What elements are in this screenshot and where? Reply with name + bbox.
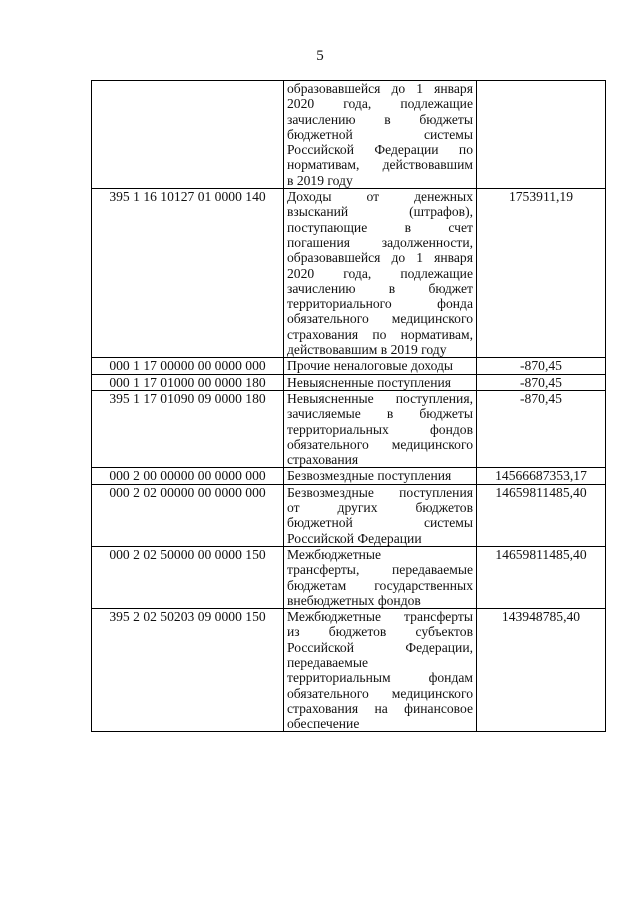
budget-code-cell: 395 2 02 50203 09 0000 150 [92,609,284,732]
revenue-name-line: страхования по нормативам, [287,326,473,342]
revenue-name-line: территориальных фондов [287,421,473,437]
revenue-name-line: бюджетной системы [287,515,473,531]
table-row [92,189,606,358]
budget-code-cell: 000 2 00 00000 00 0000 000 [92,468,284,484]
revenue-name-cell [284,390,477,467]
table-row [92,609,606,732]
revenue-name-line: Безвозмездные поступления [287,484,473,500]
budget-code-cell: 000 2 02 50000 00 0000 150 [92,546,284,608]
table-row [92,81,606,189]
revenue-name-line: действовавшим в 2019 году [287,342,447,358]
revenue-name-cell [284,468,477,484]
budget-code-cell: 000 1 17 00000 00 0000 000 [92,358,284,374]
revenue-name-line: зачисляемые в бюджеты [287,406,473,422]
amount-cell: 14659811485,40 [477,484,606,546]
revenue-name-line: зачислению в бюджеты [287,111,473,127]
budget-code-cell: 395 1 17 01090 09 0000 180 [92,390,284,467]
revenue-name-line: нормативам, действовавшим [287,157,473,173]
revenue-name-line: страхования [287,452,359,468]
revenue-name-line: обеспечение [287,716,360,732]
amount-cell: 1753911,19 [477,189,606,358]
revenue-name-line: Российской Федерации по [287,142,473,158]
revenue-name-line: образовавшейся до 1 января [287,250,473,266]
revenue-name-cell [284,189,477,358]
revenue-name-line: внебюджетных фондов [287,592,421,608]
revenue-name-cell [284,609,477,732]
revenue-name-line: из бюджетов субъектов [287,624,473,640]
revenue-name-line: бюджетной системы [287,126,473,142]
revenue-name-line: передаваемые [287,654,368,670]
revenue-name-line: бюджетам государственных [287,577,473,593]
table-row [92,358,606,374]
revenue-name-line: территориального фонда [287,296,473,312]
revenue-name-line: Доходы от денежных [287,189,473,205]
table-row [92,374,606,390]
revenue-name-line: Невыясненные поступления [287,374,452,390]
revenue-name-cell [284,358,477,374]
budget-code-cell: 000 1 17 01000 00 0000 180 [92,374,284,390]
table-row [92,546,606,608]
table-row [92,390,606,467]
revenue-name-line: Невыясненные поступления, [287,390,473,406]
revenue-name-line: Российской Федерации [287,530,422,546]
revenue-name-line: обязательного медицинского [287,311,473,327]
table-row [92,484,606,546]
revenue-name-line: трансферты, передаваемые [287,562,473,578]
revenue-name-line: 2020 года, подлежащие [287,96,473,112]
revenue-name-line: Безвозмездные поступления [287,468,452,484]
revenue-name-line: образовавшейся до 1 января [287,81,473,96]
revenue-name-line: страхования на финансовое [287,700,473,716]
revenue-name-cell [284,81,477,189]
amount-cell: -870,45 [477,390,606,467]
revenue-name-cell [284,374,477,390]
budget-revenue-table [91,80,606,732]
revenue-name-cell [284,484,477,546]
budget-code-cell [92,81,284,189]
revenue-name-line: 2020 года, подлежащие [287,265,473,281]
budget-code-cell: 000 2 02 00000 00 0000 000 [92,484,284,546]
revenue-name-line: погашения задолженности, [287,234,473,250]
page-number: 5 [316,48,324,64]
revenue-name-line: территориальным фондам [287,670,473,686]
revenue-name-line: Межбюджетные [287,546,382,562]
revenue-name-line: Прочие неналоговые доходы [287,358,454,374]
amount-cell: 143948785,40 [477,609,606,732]
revenue-name-line: зачислению в бюджет [287,280,473,296]
amount-cell: -870,45 [477,374,606,390]
amount-cell: 14566687353,17 [477,468,606,484]
revenue-name-line: Межбюджетные трансферты [287,609,473,625]
amount-cell: -870,45 [477,358,606,374]
revenue-name-line: от других бюджетов [287,500,473,516]
revenue-name-line: поступающие в счет [287,219,473,235]
revenue-name-line: обязательного медицинского [287,685,473,701]
amount-cell: 14659811485,40 [477,546,606,608]
budget-code-cell: 395 1 16 10127 01 0000 140 [92,189,284,358]
table-row [92,468,606,484]
revenue-name-line: Российской Федерации, [287,639,473,655]
revenue-name-line: в 2019 году [287,172,353,188]
revenue-name-line: обязательного медицинского [287,436,473,452]
amount-cell [477,81,606,189]
revenue-name-line: взысканий (штрафов), [287,204,473,220]
revenue-name-cell [284,546,477,608]
